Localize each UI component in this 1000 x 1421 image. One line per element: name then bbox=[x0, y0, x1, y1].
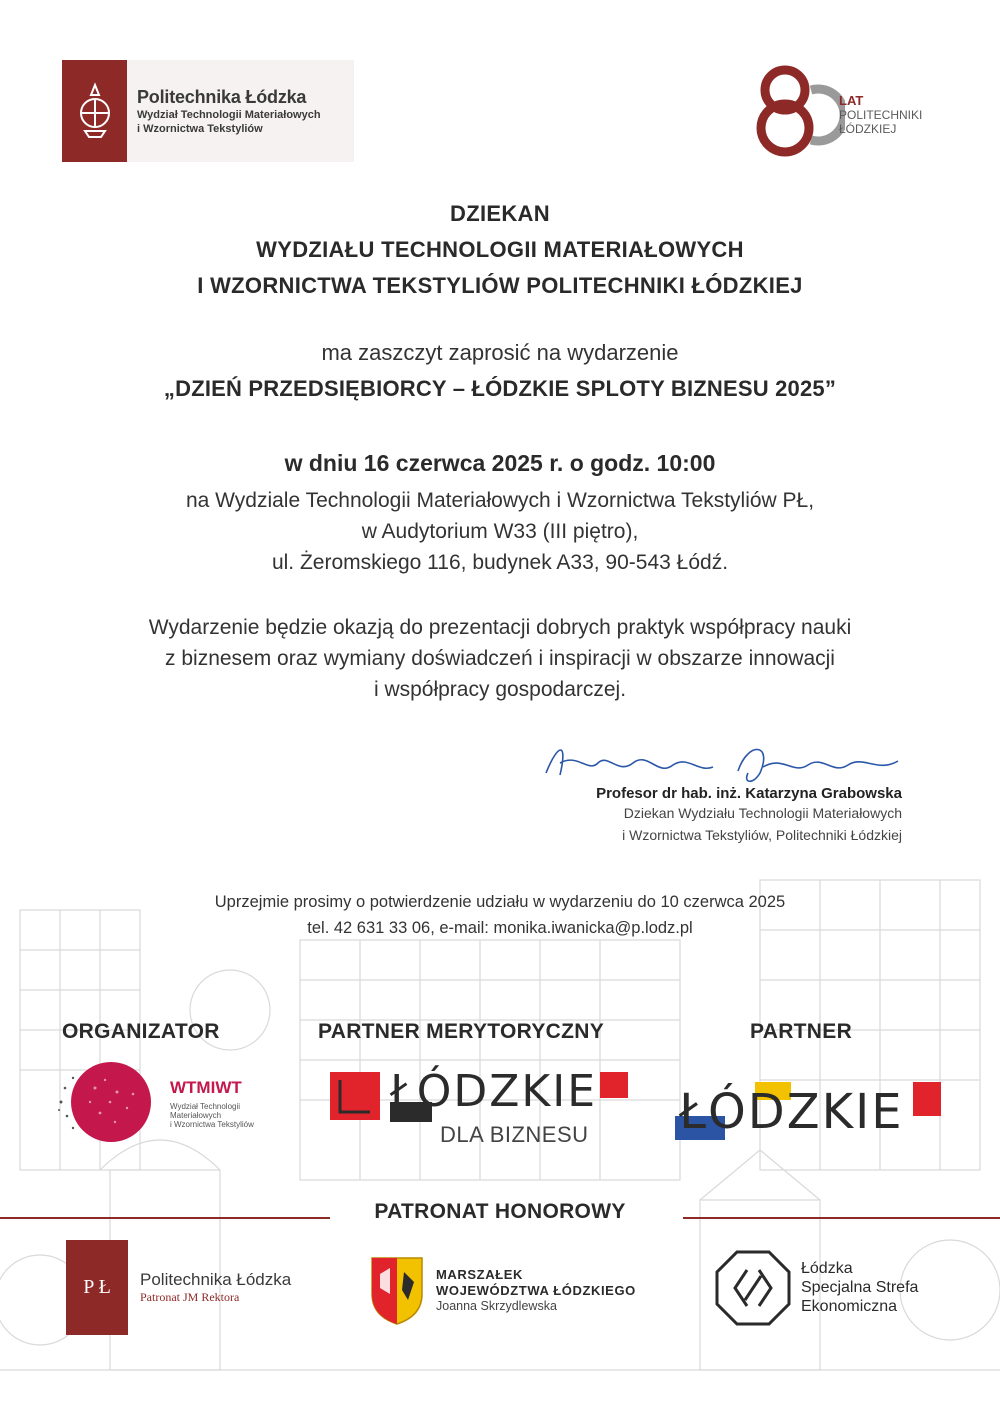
university-crest-icon bbox=[62, 60, 127, 162]
organizer-sub1: Wydział Technologii bbox=[170, 1102, 241, 1111]
dean-heading bbox=[0, 196, 1000, 304]
location-line3: ul. Żeromskiego 116, budynek A33, 90-543 Łódź. bbox=[271, 551, 729, 574]
signatory-name: Profesor dr hab. inż. Katarzyna Grabowska bbox=[596, 785, 902, 802]
event-location bbox=[0, 485, 1000, 578]
wtmiwt-dotted-circle-icon bbox=[55, 1058, 165, 1148]
rsvp-contact: tel. 42 631 33 06, e-mail: monika.iwanicka@p.lodz.pl bbox=[307, 919, 693, 937]
lsse-logo bbox=[715, 1245, 965, 1330]
description-line3: i współpracy gospodarczej. bbox=[373, 678, 627, 701]
patronage-title: PATRONAT HONOROWY bbox=[374, 1200, 626, 1223]
rsvp-note bbox=[0, 889, 1000, 941]
heading-line2: WYDZIAŁU TECHNOLOGII MATERIAŁOWYCH bbox=[256, 237, 744, 262]
heading-line3: I WZORNICTWA TEKSTYLIÓW POLITECHNIKI ŁÓDZKIEJ bbox=[197, 273, 803, 298]
marshal-line2: WOJEWÓDZTWA ŁÓDZKIEGO bbox=[436, 1283, 636, 1298]
patronage-university-name: Politechnika Łódzka bbox=[140, 1270, 292, 1289]
anniversary-line2: POLITECHNIKI bbox=[839, 108, 923, 122]
anniversary-line3: ŁÓDZKIEJ bbox=[839, 122, 897, 136]
partner-title: PARTNER bbox=[750, 1020, 853, 1043]
organizer-title: ORGANIZATOR bbox=[62, 1020, 220, 1043]
location-line2: w Audytorium W33 (III piętro), bbox=[361, 520, 639, 543]
university-logo bbox=[62, 60, 354, 162]
organizer-sub2: Materiałowych bbox=[170, 1111, 222, 1120]
signatory-role-line2: i Wzornictwa Tekstyliów, Politechniki Łódzkiej bbox=[622, 827, 902, 843]
content-partner-title: PARTNER MERYTORYCZNY bbox=[318, 1020, 605, 1043]
anniversary-80-icon bbox=[755, 60, 845, 160]
anniversary-lat: LAT bbox=[839, 93, 864, 108]
description-line2: z biznesem oraz wymiany doświadczeń i inspiracji w obszarze innowacji bbox=[165, 647, 835, 670]
university-name: Politechnika Łódzka bbox=[137, 86, 307, 107]
lsse-line2: Specjalna Strefa bbox=[801, 1279, 919, 1296]
marshal-line1: MARSZAŁEK bbox=[436, 1267, 524, 1282]
lodzkie-dla-biznesu-logo bbox=[328, 1060, 628, 1155]
content-partner-word: ŁÓDZKIE bbox=[390, 1066, 598, 1117]
voivodeship-coat-of-arms-icon bbox=[368, 1254, 426, 1326]
lsse-line1: Łódzka bbox=[801, 1260, 853, 1277]
description-line1: Wydarzenie będzie okazją do prezentacji dobrych praktyk współpracy nauki bbox=[148, 616, 852, 639]
organizer-name: WTMIWT bbox=[170, 1078, 242, 1097]
university-mark-icon: P Ł bbox=[66, 1240, 128, 1335]
lsse-line3: Ekonomiczna bbox=[801, 1298, 898, 1315]
lodzkie-logo bbox=[675, 1070, 945, 1145]
patronage-university-sub: Patronat JM Rektora bbox=[140, 1290, 240, 1304]
event-description bbox=[0, 612, 1000, 705]
content-partner-sub: DLA BIZNESU bbox=[440, 1122, 589, 1147]
faculty-name-line2: i Wzornictwa Tekstyliów bbox=[137, 122, 263, 135]
anniversary-80-logo bbox=[755, 60, 935, 160]
handwritten-signature bbox=[538, 733, 918, 788]
lsse-octagon-icon bbox=[715, 1250, 791, 1326]
university-patronage-logo bbox=[66, 1240, 296, 1335]
event-date: w dniu 16 czerwca 2025 r. o godz. 10:00 bbox=[284, 450, 716, 476]
faculty-name-line1: Wydział Technologii Materiałowych bbox=[137, 108, 321, 121]
organizer-sub3: i Wzornictwa Tekstyliów bbox=[170, 1120, 254, 1129]
marshal-logo bbox=[368, 1250, 658, 1330]
marshal-person: Joanna Skrzydlewska bbox=[436, 1299, 557, 1313]
partner-word: ŁÓDZKIE bbox=[679, 1084, 904, 1140]
signature-block bbox=[480, 785, 902, 846]
heading-line1: DZIEKAN bbox=[450, 201, 550, 226]
rsvp-line1: Uprzejmie prosimy o potwierdzenie udziału w wydarzeniu do 10 czerwca 2025 bbox=[214, 893, 786, 911]
invitation-intro: ma zaszczyt zaprosić na wydarzenie bbox=[321, 340, 679, 365]
wtmiwt-logo bbox=[55, 1058, 265, 1148]
location-line1: na Wydziale Technologii Materiałowych i Wzornictwa Tekstyliów PŁ, bbox=[185, 489, 815, 512]
event-name: „DZIEŃ PRZEDSIĘBIORCY – ŁÓDZKIE SPLOTY BIZNESU 2025” bbox=[163, 376, 837, 401]
signatory-role-line1: Dziekan Wydziału Technologii Materiałowych bbox=[623, 805, 902, 821]
